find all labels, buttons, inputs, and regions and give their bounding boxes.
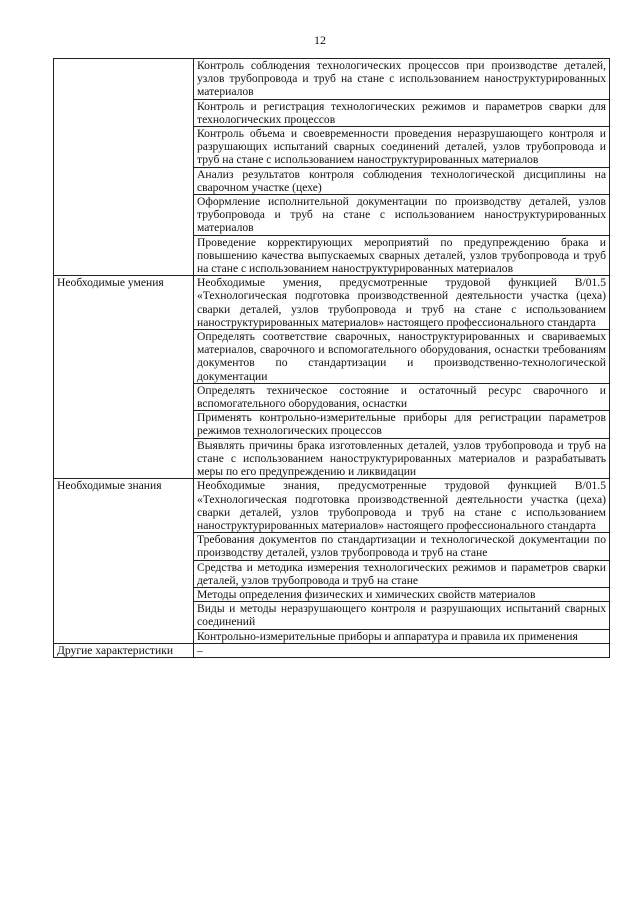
requirement-text: Методы определения физических и химических свойств материалов [194, 587, 610, 601]
table-row [54, 276, 610, 330]
requirement-text: Определять техническое состояние и остаточный ресурс сварочного и вспомогательного оборудования, оснастки [194, 383, 610, 410]
requirement-text: Определять соответствие сварочных, наноструктурированных и свариваемых материалов, сварочного и вспомогательного оборудования, оснастки требованиям документов по стандартизации и производственно-технологической документации [194, 330, 610, 384]
requirement-text: Контроль и регистрация технологических режимов и параметров сварки для технологических процессов [194, 99, 610, 126]
requirement-text: Контроль объема и своевременности проведения неразрушающего контроля и разрушающих испытаний сварных соединений деталей, узлов трубопровода и труб на стане с использованием наноструктурированных материалов [194, 127, 610, 168]
requirement-text: Необходимые знания, предусмотренные трудовой функцией В/01.5 «Технологическая подготовка производственной деятельности участка (цеха) сварки деталей, узлов трубопровода и труб на стане с использованием наноструктурированных материалов» настоящего профессионального стандарта [194, 479, 610, 533]
requirement-text: Анализ результатов контроля соблюдения технологической дисциплины на сварочном участке (цехе) [194, 167, 610, 194]
requirement-text: Виды и методы неразрушающего контроля и разрушающих испытаний сварных соединений [194, 602, 610, 629]
requirement-text: Необходимые умения, предусмотренные трудовой функцией В/01.5 «Технологическая подготовка производственной деятельности участка (цеха) сварки деталей, узлов трубопровода и труб на стане с использованием наноструктурированных материалов» настоящего профессионального стандарта [194, 276, 610, 330]
requirements-table [53, 58, 610, 658]
table-row [54, 643, 610, 657]
requirement-text: Средства и методика измерения технологических режимов и параметров сварки деталей, узлов трубопровода и труб на стане [194, 560, 610, 587]
section-other-characteristics-label: Другие характеристики [54, 643, 194, 657]
requirement-text: Применять контрольно-измерительные приборы для регистрации параметров режимов технологических процессов [194, 411, 610, 438]
table-row [54, 479, 610, 533]
table-row [54, 59, 610, 100]
requirements-table-body [54, 59, 610, 658]
requirement-text: Контроль соблюдения технологических процессов при производстве деталей, узлов трубопровода и труб на стане с использованием наноструктурированных материалов [194, 59, 610, 100]
section-required-knowledge-label: Необходимые знания [54, 479, 194, 643]
requirement-text: Выявлять причины брака изготовленных деталей, узлов трубопровода и труб на стане с использованием наноструктурированных материалов и разрабатывать меры по его предупреждению и ликвидации [194, 438, 610, 479]
requirement-text: Проведение корректирующих мероприятий по предупреждению брака и повышению качества выпускаемых сварных деталей, узлов трубопровода и труб на стане с использованием наноструктурированных материалов [194, 235, 610, 276]
requirement-text: Требования документов по стандартизации и технологической документации по производству деталей, узлов трубопровода и труб на стане [194, 533, 610, 560]
requirement-text: – [194, 643, 610, 657]
page-number: 12 [314, 33, 326, 47]
requirement-text: Оформление исполнительной документации по производству деталей, узлов трубопровода и труб на стане с использованием наноструктурированных материалов [194, 195, 610, 236]
section-continued-label [54, 59, 194, 276]
requirement-text: Контрольно-измерительные приборы и аппаратура и правила их применения [194, 629, 610, 643]
section-required-skills-label: Необходимые умения [54, 276, 194, 479]
